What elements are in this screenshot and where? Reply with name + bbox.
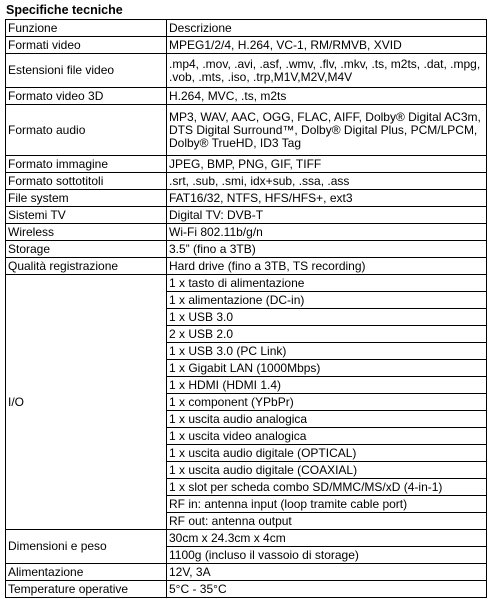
row-value-temperature-operative: 5°C - 35°C: [167, 581, 487, 598]
table-row: [6, 564, 487, 581]
table-row: [6, 190, 487, 207]
row-value-storage: 3.5” (fino a 3TB): [167, 241, 487, 258]
row-value-qualita-registrazione: Hard drive (fino a 3TB, TS recording): [167, 258, 487, 275]
row-label-i-o: I/O: [6, 275, 167, 530]
row-value-i-o: 1 x uscita audio digitale (OPTICAL): [167, 445, 487, 462]
row-value-i-o: 1 x Gigabit LAN (1000Mbps): [167, 360, 487, 377]
row-value-i-o: 1 x uscita audio analogica: [167, 411, 487, 428]
table-row: [6, 105, 487, 156]
row-value-i-o: 1 x tasto di alimentazione: [167, 275, 487, 292]
row-label-formato-video-3d: Formato video 3D: [6, 88, 167, 105]
row-value-i-o: 1 x USB 3.0 (PC Link): [167, 343, 487, 360]
table-row: [6, 224, 487, 241]
row-value-formato-immagine: JPEG, BMP, PNG, GIF, TIFF: [167, 156, 487, 173]
row-value-wireless: Wi-Fi 802.11b/g/n: [167, 224, 487, 241]
row-label-storage: Storage: [6, 241, 167, 258]
row-value-i-o: RF in: antenna input (loop tramite cable port): [167, 496, 487, 513]
row-label-dimensioni-e-peso: Dimensioni e peso: [6, 530, 167, 564]
row-value-formato-sottotitoli: .srt, .sub, .smi, idx+sub, .ssa, .ass: [167, 173, 487, 190]
row-label-file-system: File system: [6, 190, 167, 207]
row-label-estensioni-file-video: Estensioni file video: [6, 54, 167, 88]
table-row: [6, 54, 487, 88]
header-funzione: Funzione: [6, 20, 167, 37]
table-row: [6, 241, 487, 258]
table-row: [6, 581, 487, 598]
table-row: [6, 275, 487, 292]
row-label-formato-audio: Formato audio: [6, 105, 167, 156]
row-value-i-o: 2 x USB 2.0: [167, 326, 487, 343]
row-value-i-o: 1 x uscita video analogica: [167, 428, 487, 445]
row-label-formato-immagine: Formato immagine: [6, 156, 167, 173]
table-row: [6, 173, 487, 190]
row-label-qualita-registrazione: Qualità registrazione: [6, 258, 167, 275]
row-label-formato-sottotitoli: Formato sottotitoli: [6, 173, 167, 190]
row-value-i-o: 1 x USB 3.0: [167, 309, 487, 326]
row-value-formati-video: MPEG1/2/4, H.264, VC-1, RM/RMVB, XVID: [167, 37, 487, 54]
spec-table-body: [6, 20, 487, 598]
row-value-dimensioni-e-peso: 1100g (incluso il vassoio di storage): [167, 547, 487, 564]
table-row: [6, 88, 487, 105]
row-label-formati-video: Formati video: [6, 37, 167, 54]
row-value-estensioni-file-video: .mp4, .mov, .avi, .asf, .wmv, .flv, .mkv, .ts, m2ts, .dat, .mpg, .vob, .mts, .iso, .trp,M1V,M2V,M4V: [167, 54, 487, 88]
table-row: [6, 207, 487, 224]
row-value-sistemi-tv: Digital TV: DVB-T: [167, 207, 487, 224]
row-label-alimentazione: Alimentazione: [6, 564, 167, 581]
table-header-row: [6, 20, 487, 37]
row-value-dimensioni-e-peso: 30cm x 24.3cm x 4cm: [167, 530, 487, 547]
table-row: [6, 156, 487, 173]
header-descrizione: Descrizione: [167, 20, 487, 37]
row-value-i-o: 1 x HDMI (HDMI 1.4): [167, 377, 487, 394]
table-row: [6, 530, 487, 547]
row-value-i-o: 1 x uscita audio digitale (COAXIAL): [167, 462, 487, 479]
section-title: Specifiche tecniche: [6, 3, 123, 17]
row-value-i-o: 1 x component (YPbPr): [167, 394, 487, 411]
table-row: [6, 37, 487, 54]
row-value-i-o: 1 x alimentazione (DC-in): [167, 292, 487, 309]
row-value-file-system: FAT16/32, NTFS, HFS/HFS+, ext3: [167, 190, 487, 207]
row-value-i-o: RF out: antenna output: [167, 513, 487, 530]
row-label-sistemi-tv: Sistemi TV: [6, 207, 167, 224]
row-label-wireless: Wireless: [6, 224, 167, 241]
row-value-formato-video-3d: H.264, MVC, .ts, m2ts: [167, 88, 487, 105]
table-row: [6, 258, 487, 275]
row-value-alimentazione: 12V, 3A: [167, 564, 487, 581]
spec-table: [5, 19, 487, 598]
row-label-temperature-operative: Temperature operative: [6, 581, 167, 598]
row-value-i-o: 1 x slot per scheda combo SD/MMC/MS/xD (4-in-1): [167, 479, 487, 496]
row-value-formato-audio: MP3, WAV, AAC, OGG, FLAC, AIFF, Dolby® Digital AC3m, DTS Digital Surround™, Dolby® Digital Plus, PCM/LPCM, Dolby® TrueHD, ID3 Tag: [167, 105, 487, 156]
